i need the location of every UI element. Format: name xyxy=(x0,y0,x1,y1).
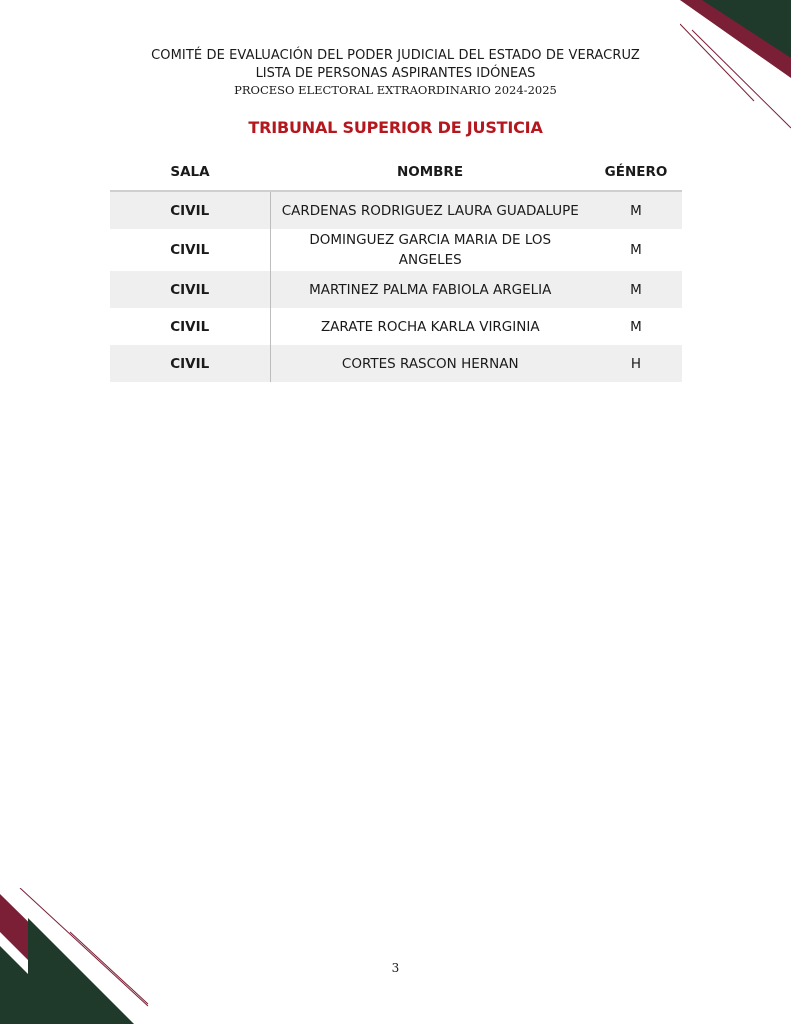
document-header xyxy=(0,47,791,99)
table-row xyxy=(110,271,682,308)
candidates-table xyxy=(110,153,682,382)
cell-nombre: CORTES RASCON HERNAN xyxy=(270,345,590,382)
column-header-nombre: NOMBRE xyxy=(270,153,590,191)
cell-nombre: ZARATE ROCHA KARLA VIRGINIA xyxy=(320,318,540,335)
cell-nombre: DOMINGUEZ GARCIA MARIA DE LOS ANGELES xyxy=(309,232,552,268)
table-row xyxy=(110,345,682,382)
cell-nombre: CARDENAS RODRIGUEZ LAURA GUADALUPE xyxy=(270,191,590,229)
cell-sala: CIVIL xyxy=(110,229,270,271)
table-row xyxy=(110,191,682,229)
cell-sala: CIVIL xyxy=(110,308,270,345)
header-list-title: LISTA DE PERSONAS ASPIRANTES IDÓNEAS xyxy=(255,66,536,81)
page-number: 3 xyxy=(391,961,400,975)
cell-genero: M xyxy=(630,242,642,258)
cell-nombre: MARTINEZ PALMA FABIOLA ARGELIA xyxy=(270,271,590,308)
cell-sala: CIVIL xyxy=(110,191,270,229)
cell-genero: M xyxy=(590,191,682,229)
cell-genero: M xyxy=(590,271,682,308)
section-title: TRIBUNAL SUPERIOR DE JUSTICIA xyxy=(248,118,543,137)
header-committee: COMITÉ DE EVALUACIÓN DEL PODER JUDICIAL DEL ESTADO DE VERACRUZ xyxy=(151,48,640,63)
corner-decoration-bottom-left xyxy=(0,888,150,1024)
cell-genero: M xyxy=(630,318,642,335)
header-process: PROCESO ELECTORAL EXTRAORDINARIO 2024-2025 xyxy=(234,83,557,97)
table-header-row xyxy=(110,153,682,191)
table-row xyxy=(110,229,682,271)
table-row xyxy=(110,308,682,345)
cell-sala: CIVIL xyxy=(110,271,270,308)
column-header-genero: GÉNERO xyxy=(590,153,682,191)
column-header-sala: SALA xyxy=(110,153,270,191)
cell-sala: CIVIL xyxy=(110,345,270,382)
cell-genero: H xyxy=(590,345,682,382)
